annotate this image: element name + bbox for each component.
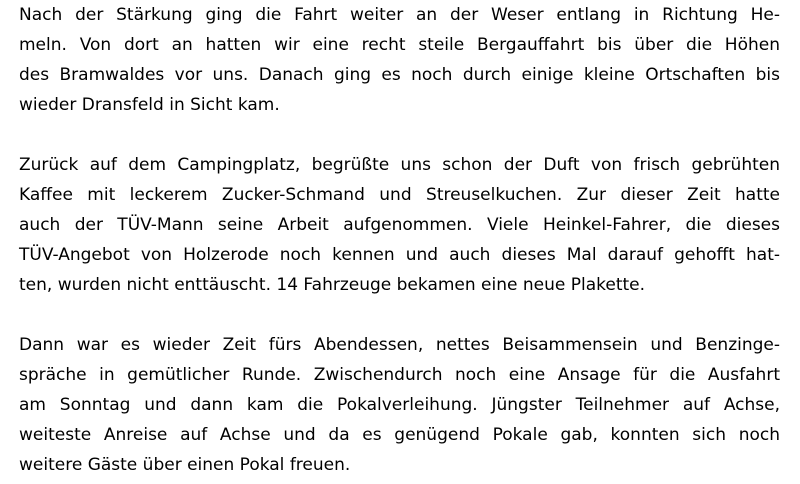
- text-line: Dann war es wieder Zeit fürs Abendessen, nettes Beisammensein und Benzinge-: [19, 335, 780, 355]
- paragraph: [19, 330, 780, 480]
- text-line: weitere Gäste über einen Pokal freuen.: [19, 455, 351, 475]
- paragraph: [19, 0, 780, 120]
- text-line: Kaffee mit leckerem Zucker-Schmand und Streuselkuchen. Zur dieser Zeit hatte: [19, 185, 780, 205]
- text-line: spräche in gemütlicher Runde. Zwischendurch noch eine Ansage für die Ausfahrt: [19, 365, 780, 385]
- paragraph: [19, 150, 780, 300]
- text-line: des Bramwaldes vor uns. Danach ging es noch durch einige kleine Ortschaften bis: [19, 65, 780, 85]
- text-line: meln. Von dort an hatten wir eine recht steile Bergauffahrt bis über die Höhen: [19, 35, 780, 55]
- text-line: auch der TÜV-Mann seine Arbeit aufgenommen. Viele Heinkel-Fahrer, die dieses: [19, 215, 780, 235]
- text-line: Nach der Stärkung ging die Fahrt weiter an der Weser entlang in Richtung He-: [19, 5, 780, 25]
- text-line: am Sonntag und dann kam die Pokalverleihung. Jüngster Teilnehmer auf Achse,: [19, 395, 780, 415]
- text-line: wieder Dransfeld in Sicht kam.: [19, 95, 280, 115]
- text-line: ten, wurden nicht enttäuscht. 14 Fahrzeuge bekamen eine neue Plakette.: [19, 275, 646, 295]
- text-line: Zurück auf dem Campingplatz, begrüßte uns schon der Duft von frisch gebrühten: [19, 155, 780, 175]
- text-line: weiteste Anreise auf Achse und da es genügend Pokale gab, konnten sich noch: [19, 425, 780, 445]
- text-line: TÜV-Angebot von Holzerode noch kennen und auch dieses Mal darauf gehofft hat-: [19, 245, 780, 265]
